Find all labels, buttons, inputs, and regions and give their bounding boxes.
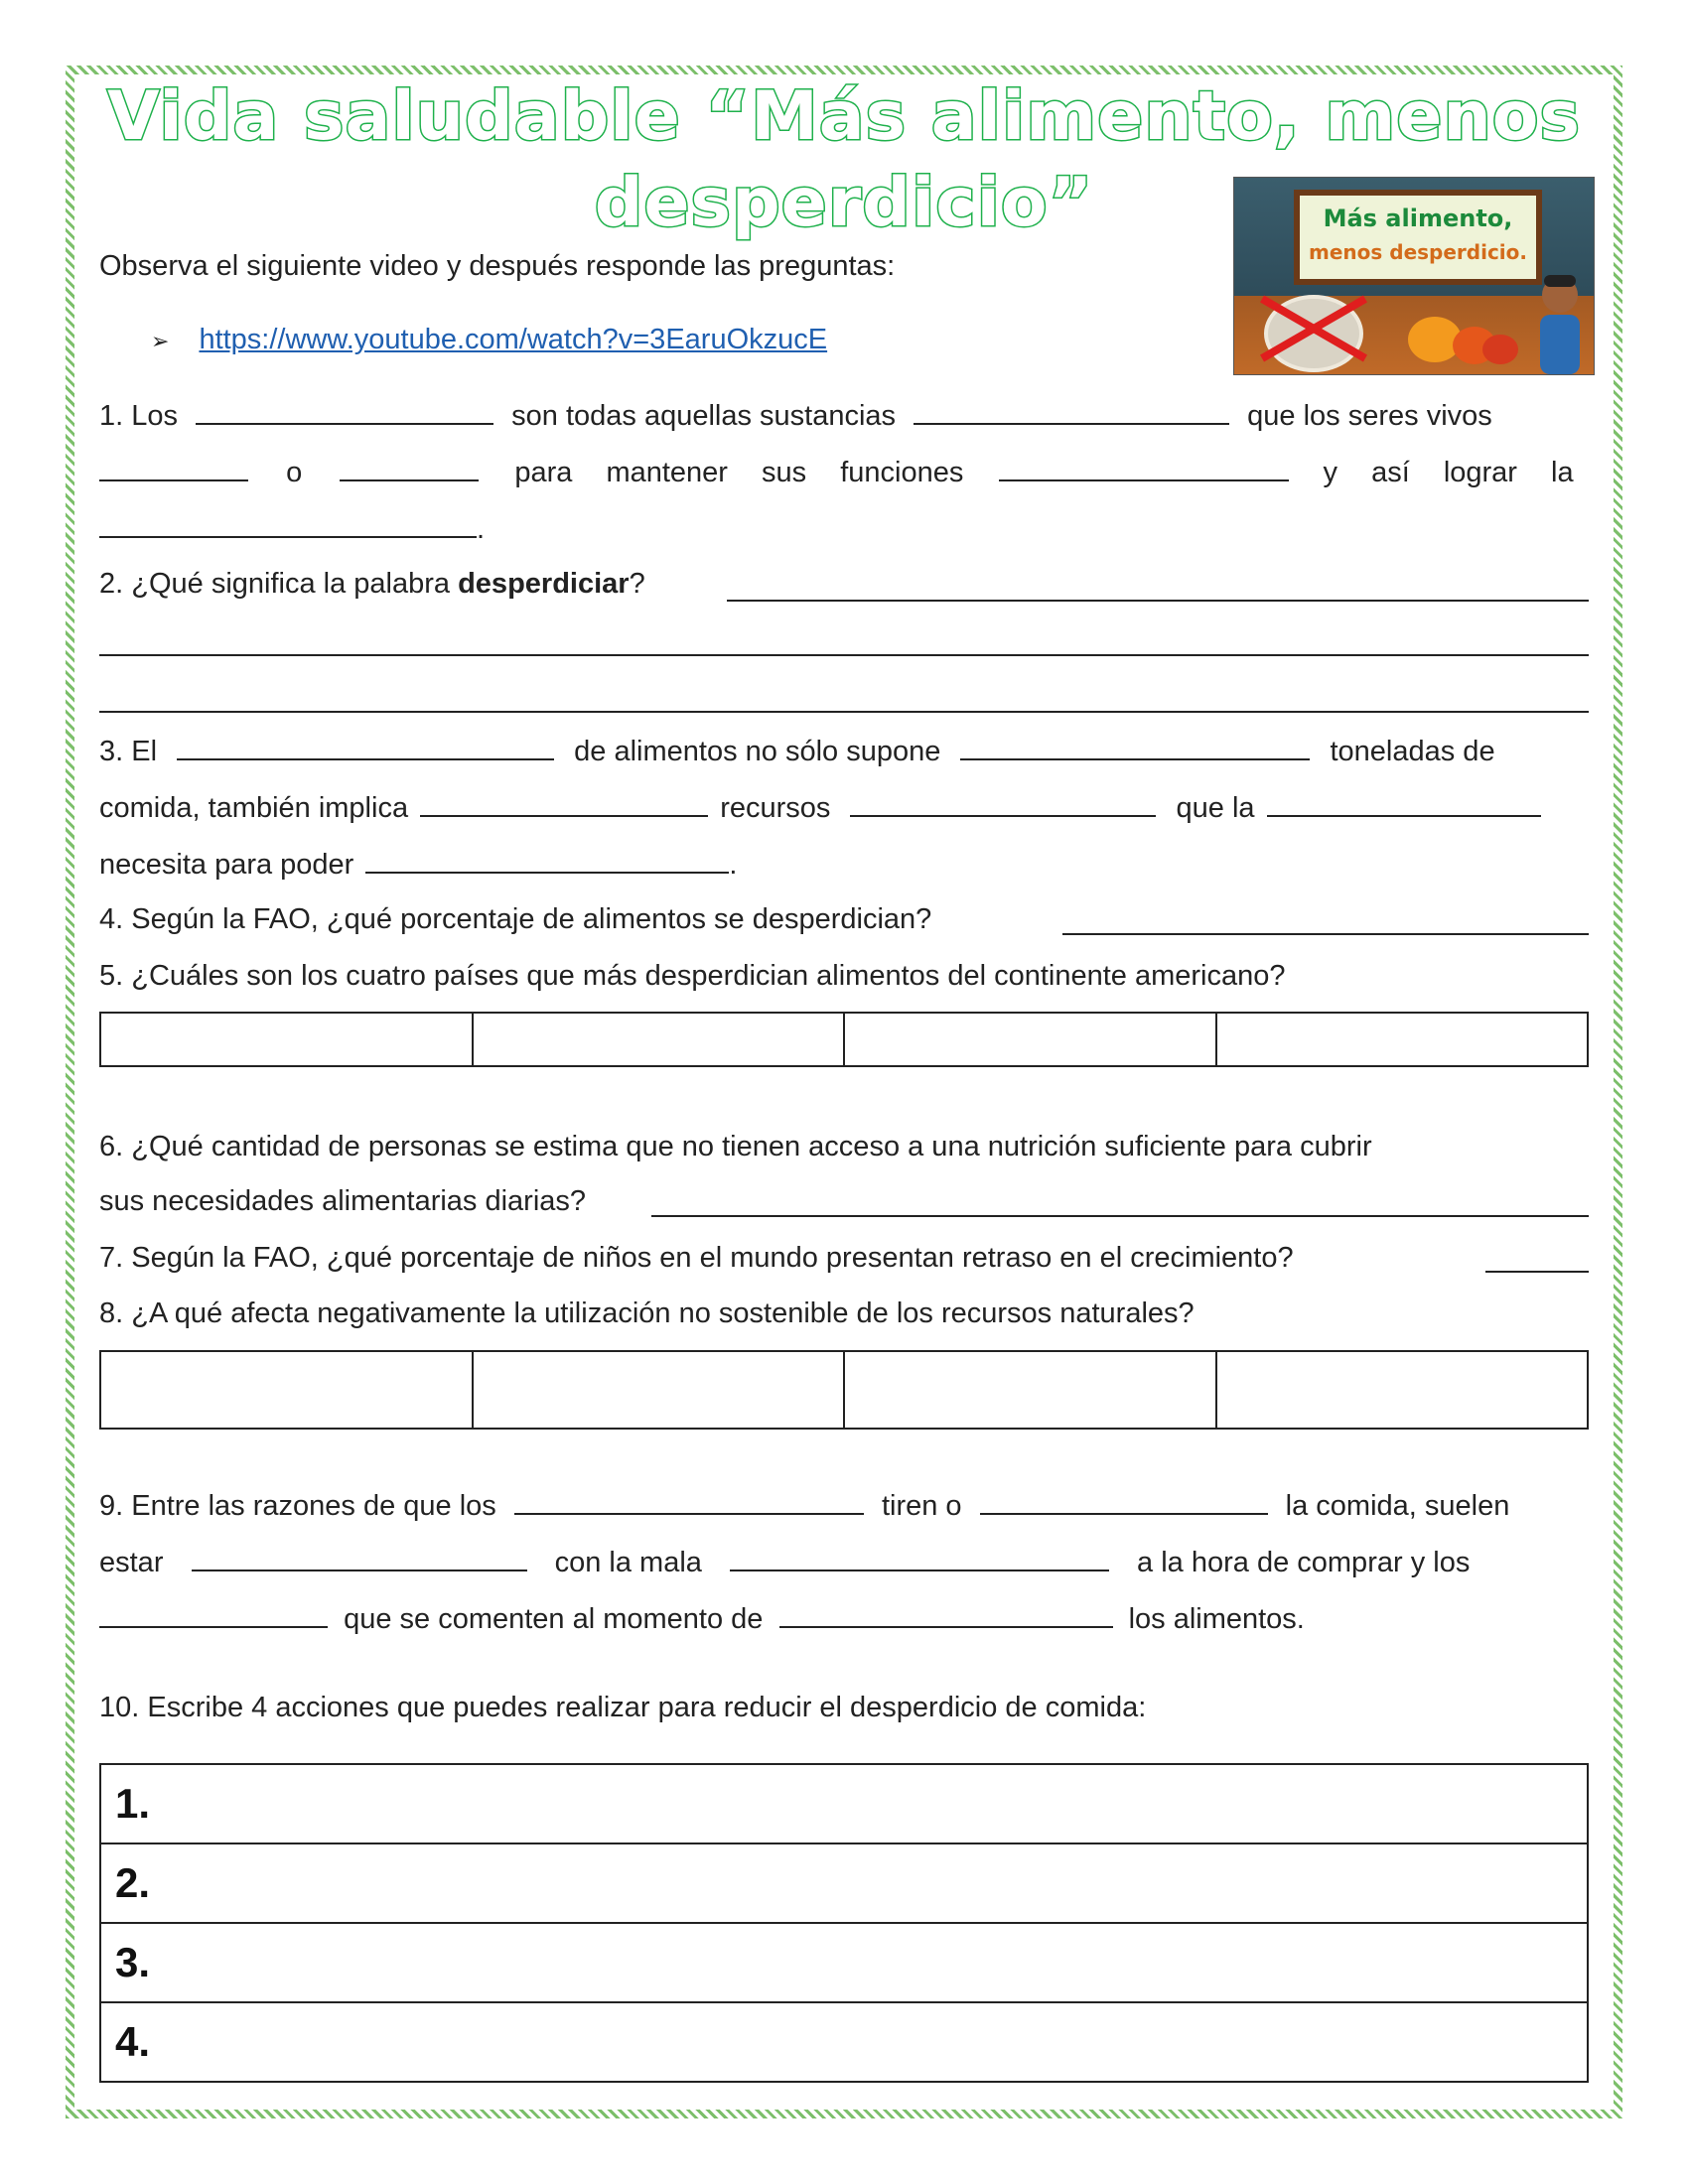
answer-line[interactable]	[727, 600, 1589, 602]
answer-line[interactable]	[651, 1215, 1589, 1217]
thumbnail-line-2: menos desperdicio.	[1309, 240, 1527, 264]
q9-line-2: estar con la mala a la hora de comprar y los	[99, 1542, 1589, 1582]
answer-cell[interactable]	[473, 1351, 845, 1429]
title-line-1: Vida saludable “Más alimento, menos	[107, 77, 1581, 156]
answer-blank[interactable]	[365, 844, 729, 874]
answer-line[interactable]	[99, 654, 1589, 656]
intro-text: Observa el siguiente video y después responde las preguntas:	[99, 250, 896, 282]
action-row[interactable]: 2.	[100, 1843, 1588, 1923]
action-row[interactable]: 4.	[100, 2002, 1588, 2082]
answer-blank[interactable]	[340, 452, 479, 481]
answer-blank[interactable]	[730, 1542, 1109, 1571]
q4-text: 4. Según la FAO, ¿qué porcentaje de alimentos se desperdician?	[99, 903, 932, 935]
thumbnail-sign	[1294, 190, 1542, 285]
title-line-2: desperdicio”	[594, 164, 1094, 242]
q1-line-2: o para mantener sus funciones y así lograr la	[99, 452, 1589, 492]
answer-blank[interactable]	[514, 1485, 864, 1515]
answer-cell[interactable]	[1216, 1351, 1589, 1429]
q7-text: 7. Según la FAO, ¿qué porcentaje de niños en el mundo presentan retraso en el crecimiento?	[99, 1242, 1294, 1274]
answer-line[interactable]	[1062, 933, 1589, 935]
answer-cell[interactable]	[844, 1013, 1216, 1066]
actions-table	[99, 1763, 1589, 2083]
answer-blank[interactable]	[177, 731, 554, 760]
q8-text: 8. ¿A qué afecta negativamente la utilización no sostenible de los recursos naturales?	[99, 1297, 1195, 1329]
q6-line-2: sus necesidades alimentarias diarias?	[99, 1185, 587, 1217]
video-link[interactable]: https://www.youtube.com/watch?v=3EaruOkzucE	[199, 324, 828, 355]
arrow-bullet-icon: ➢	[151, 329, 170, 353]
q9-line-1: 9. Entre las razones de que los tiren o la comida, suelen	[99, 1485, 1589, 1526]
answer-blank[interactable]	[99, 452, 248, 481]
q2-text: 2. ¿Qué significa la palabra desperdiciar?	[99, 568, 645, 600]
answer-blank[interactable]	[914, 395, 1229, 425]
answer-blank[interactable]	[1267, 787, 1541, 817]
q8-answer-table	[99, 1350, 1589, 1430]
q6-line-1: 6. ¿Qué cantidad de personas se estima que no tienen acceso a una nutrición suficiente para cubrir	[99, 1131, 1372, 1162]
answer-line[interactable]	[99, 711, 1589, 713]
answer-blank[interactable]	[980, 1485, 1268, 1515]
q1-line-1: 1. Los son todas aquellas sustancias que los seres vivos	[99, 395, 1492, 436]
answer-blank[interactable]	[850, 787, 1156, 817]
q5-answer-table	[99, 1012, 1589, 1067]
video-thumbnail[interactable]	[1233, 177, 1595, 375]
answer-blank[interactable]	[960, 731, 1310, 760]
answer-blank[interactable]	[420, 787, 708, 817]
answer-cell[interactable]	[473, 1013, 845, 1066]
answer-cell[interactable]	[100, 1351, 473, 1429]
q3-line-2: comida, también implica recursos que la	[99, 787, 1541, 828]
tomato-icon	[1482, 335, 1518, 364]
q3-line-1: 3. El de alimentos no sólo supone toneladas de	[99, 731, 1589, 771]
answer-blank[interactable]	[999, 452, 1289, 481]
action-row[interactable]: 1.	[100, 1764, 1588, 1843]
answer-blank[interactable]	[99, 508, 477, 538]
answer-line[interactable]	[1485, 1271, 1589, 1273]
video-link-row	[151, 320, 827, 361]
q1-line-3: .	[99, 508, 485, 549]
q9-line-3: que se comenten al momento de los alimentos.	[99, 1598, 1305, 1639]
action-row[interactable]: 3.	[100, 1923, 1588, 2002]
answer-cell[interactable]	[844, 1351, 1216, 1429]
answer-cell[interactable]	[100, 1013, 473, 1066]
q3-line-3: necesita para poder .	[99, 844, 737, 885]
avatar-icon	[1530, 271, 1586, 374]
thumbnail-line-1: Más alimento,	[1323, 205, 1513, 232]
answer-blank[interactable]	[99, 1598, 328, 1628]
answer-blank[interactable]	[779, 1598, 1113, 1628]
answer-cell[interactable]	[1216, 1013, 1589, 1066]
answer-blank[interactable]	[196, 395, 493, 425]
answer-blank[interactable]	[192, 1542, 527, 1571]
q5-text: 5. ¿Cuáles son los cuatro países que más desperdician alimentos del continente americano?	[99, 960, 1286, 992]
q10-text: 10. Escribe 4 acciones que puedes realizar para reducir el desperdicio de comida:	[99, 1692, 1147, 1723]
